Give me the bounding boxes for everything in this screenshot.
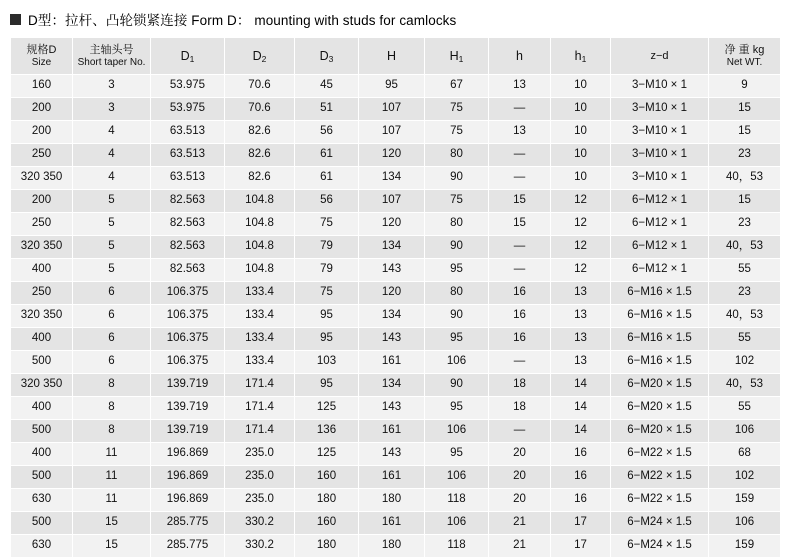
table-cell: 53.975 bbox=[151, 75, 225, 98]
table-cell: 90 bbox=[425, 236, 489, 259]
table-cell: 70.6 bbox=[225, 75, 295, 98]
table-cell: 106 bbox=[425, 466, 489, 489]
table-cell: 55 bbox=[709, 328, 781, 351]
table-cell: 6−M20 × 1.5 bbox=[611, 397, 709, 420]
table-cell: 82.563 bbox=[151, 259, 225, 282]
table-cell: 14 bbox=[551, 397, 611, 420]
table-cell: 330.2 bbox=[225, 512, 295, 535]
table-cell: 235.0 bbox=[225, 489, 295, 512]
table-cell: 10 bbox=[551, 121, 611, 144]
table-header-row bbox=[11, 38, 781, 75]
table-cell: 13 bbox=[551, 351, 611, 374]
table-row bbox=[11, 535, 781, 558]
table-cell: 95 bbox=[425, 328, 489, 351]
column-header-subscript: 1 bbox=[458, 53, 464, 64]
column-header-8 bbox=[551, 38, 611, 75]
table-cell: 200 bbox=[11, 98, 73, 121]
table-cell: 70.6 bbox=[225, 98, 295, 121]
table-cell: 55 bbox=[709, 397, 781, 420]
column-header-9 bbox=[611, 38, 709, 75]
table-cell: 500 bbox=[11, 466, 73, 489]
table-cell: 118 bbox=[425, 535, 489, 558]
table-header bbox=[11, 38, 781, 75]
table-cell: 133.4 bbox=[225, 305, 295, 328]
table-cell: 82.6 bbox=[225, 167, 295, 190]
table-cell: 6−M20 × 1.5 bbox=[611, 374, 709, 397]
table-row bbox=[11, 259, 781, 282]
table-row bbox=[11, 144, 781, 167]
table-cell: 120 bbox=[359, 144, 425, 167]
table-cell: 3−M10 × 1 bbox=[611, 98, 709, 121]
table-cell: 107 bbox=[359, 98, 425, 121]
table-cell: 180 bbox=[295, 489, 359, 512]
table-cell: 40，53 bbox=[709, 374, 781, 397]
table-cell: 160 bbox=[11, 75, 73, 98]
table-cell: — bbox=[489, 144, 551, 167]
table-cell: 18 bbox=[489, 397, 551, 420]
table-cell: 161 bbox=[359, 351, 425, 374]
page-title bbox=[0, 0, 790, 37]
table-cell: 4 bbox=[73, 144, 151, 167]
table-cell: 16 bbox=[489, 305, 551, 328]
table-cell: 6−M22 × 1.5 bbox=[611, 443, 709, 466]
table-cell: 6−M12 × 1 bbox=[611, 213, 709, 236]
specification-table bbox=[10, 37, 781, 558]
table-cell: 102 bbox=[709, 466, 781, 489]
table-cell: 106.375 bbox=[151, 282, 225, 305]
table-cell: 630 bbox=[11, 535, 73, 558]
table-cell: 67 bbox=[425, 75, 489, 98]
table-cell: 80 bbox=[425, 213, 489, 236]
table-cell: 180 bbox=[295, 535, 359, 558]
table-row bbox=[11, 512, 781, 535]
table-row bbox=[11, 397, 781, 420]
column-header-subscript: 2 bbox=[261, 53, 267, 64]
table-cell: 159 bbox=[709, 535, 781, 558]
table-cell: 95 bbox=[295, 374, 359, 397]
column-header-line1: z−d bbox=[650, 49, 669, 62]
table-cell: 20 bbox=[489, 466, 551, 489]
table-cell: 15 bbox=[489, 190, 551, 213]
table-cell: 18 bbox=[489, 374, 551, 397]
table-cell: 75 bbox=[295, 213, 359, 236]
table-cell: 250 bbox=[11, 144, 73, 167]
table-cell: 75 bbox=[425, 121, 489, 144]
column-header-line2: Size bbox=[31, 56, 52, 68]
table-cell: 79 bbox=[295, 236, 359, 259]
table-cell: 400 bbox=[11, 443, 73, 466]
table-cell: 90 bbox=[425, 374, 489, 397]
table-cell: 180 bbox=[359, 535, 425, 558]
column-header-subscript: 1 bbox=[581, 53, 587, 64]
table-cell: 63.513 bbox=[151, 144, 225, 167]
table-cell: 200 bbox=[11, 121, 73, 144]
table-cell: 23 bbox=[709, 282, 781, 305]
table-cell: 125 bbox=[295, 443, 359, 466]
table-cell: 106 bbox=[425, 420, 489, 443]
table-cell: 15 bbox=[73, 512, 151, 535]
column-header-symbol: $D_3$ bbox=[319, 48, 334, 64]
table-cell: 75 bbox=[425, 98, 489, 121]
table-cell: 63.513 bbox=[151, 167, 225, 190]
column-header-line2: Net WT. bbox=[726, 56, 763, 68]
table-cell: 196.869 bbox=[151, 466, 225, 489]
table-cell: 40，53 bbox=[709, 236, 781, 259]
table-cell: 10 bbox=[551, 75, 611, 98]
table-cell: 6 bbox=[73, 305, 151, 328]
table-cell: 14 bbox=[551, 374, 611, 397]
table-cell: 5 bbox=[73, 236, 151, 259]
table-cell: 3−M10 × 1 bbox=[611, 167, 709, 190]
table-cell: 82.563 bbox=[151, 213, 225, 236]
table-cell: 16 bbox=[551, 489, 611, 512]
table-row bbox=[11, 443, 781, 466]
table-cell: 400 bbox=[11, 259, 73, 282]
table-cell: 320 350 bbox=[11, 167, 73, 190]
table-cell: 13 bbox=[489, 121, 551, 144]
table-cell: 15 bbox=[489, 213, 551, 236]
table-cell: 102 bbox=[709, 351, 781, 374]
table-row bbox=[11, 190, 781, 213]
table-cell: 3−M10 × 1 bbox=[611, 144, 709, 167]
table-cell: 3−M10 × 1 bbox=[611, 75, 709, 98]
table-cell: 200 bbox=[11, 190, 73, 213]
square-bullet-icon bbox=[10, 14, 21, 25]
table-cell: 630 bbox=[11, 489, 73, 512]
table-cell: 75 bbox=[295, 282, 359, 305]
table-cell: — bbox=[489, 167, 551, 190]
table-cell: 106 bbox=[709, 512, 781, 535]
table-cell: 95 bbox=[425, 397, 489, 420]
table-cell: 285.775 bbox=[151, 535, 225, 558]
table-cell: 5 bbox=[73, 213, 151, 236]
table-cell: 8 bbox=[73, 420, 151, 443]
table-cell: 6−M16 × 1.5 bbox=[611, 305, 709, 328]
table-cell: 53.975 bbox=[151, 98, 225, 121]
table-row bbox=[11, 489, 781, 512]
table-cell: — bbox=[489, 98, 551, 121]
table-cell: 95 bbox=[425, 259, 489, 282]
table-cell: 161 bbox=[359, 420, 425, 443]
table-cell: 118 bbox=[425, 489, 489, 512]
table-row bbox=[11, 167, 781, 190]
table-cell: 6−M24 × 1.5 bbox=[611, 512, 709, 535]
table-cell: — bbox=[489, 236, 551, 259]
column-header-subscript: 1 bbox=[189, 53, 195, 64]
table-cell: 16 bbox=[489, 328, 551, 351]
table-cell: 45 bbox=[295, 75, 359, 98]
table-cell: 13 bbox=[551, 305, 611, 328]
column-header-symbol: H bbox=[386, 48, 397, 63]
table-row bbox=[11, 213, 781, 236]
table-cell: 120 bbox=[359, 282, 425, 305]
table-cell: 500 bbox=[11, 420, 73, 443]
page-title-text: D型：拉杆、凸轮锁紧连接 Form D： mounting with studs for camlocks bbox=[28, 13, 457, 28]
column-header-line1: 净 重 kg bbox=[724, 43, 765, 56]
table-cell: 14 bbox=[551, 420, 611, 443]
column-header-10 bbox=[709, 38, 781, 75]
table-cell: 12 bbox=[551, 213, 611, 236]
table-cell: 161 bbox=[359, 512, 425, 535]
table-cell: 196.869 bbox=[151, 489, 225, 512]
column-header-line1: 规格D bbox=[26, 43, 57, 56]
table-cell: 107 bbox=[359, 121, 425, 144]
table-cell: 95 bbox=[359, 75, 425, 98]
column-header-7 bbox=[489, 38, 551, 75]
table-cell: 5 bbox=[73, 259, 151, 282]
table-cell: 139.719 bbox=[151, 374, 225, 397]
table-cell: 82.6 bbox=[225, 144, 295, 167]
table-cell: 56 bbox=[295, 190, 359, 213]
table-row bbox=[11, 282, 781, 305]
table-cell: 75 bbox=[425, 190, 489, 213]
table-cell: 80 bbox=[425, 144, 489, 167]
table-cell: 143 bbox=[359, 259, 425, 282]
table-cell: 11 bbox=[73, 466, 151, 489]
table-cell: 125 bbox=[295, 397, 359, 420]
column-header-0 bbox=[11, 38, 73, 75]
table-cell: 10 bbox=[551, 144, 611, 167]
column-header-symbol: $D_2$ bbox=[252, 48, 267, 64]
table-row bbox=[11, 328, 781, 351]
table-cell: 133.4 bbox=[225, 328, 295, 351]
table-cell: 134 bbox=[359, 236, 425, 259]
table-cell: 9 bbox=[709, 75, 781, 98]
table-cell: 3 bbox=[73, 98, 151, 121]
table-cell: 143 bbox=[359, 443, 425, 466]
table-cell: 90 bbox=[425, 305, 489, 328]
table-cell: 107 bbox=[359, 190, 425, 213]
table-cell: 13 bbox=[551, 328, 611, 351]
column-header-line2: Short taper No. bbox=[77, 56, 146, 68]
column-header-symbol: $H_1$ bbox=[449, 48, 464, 64]
table-cell: 61 bbox=[295, 144, 359, 167]
table-cell: 8 bbox=[73, 374, 151, 397]
table-cell: 15 bbox=[709, 121, 781, 144]
table-cell: 139.719 bbox=[151, 420, 225, 443]
table-cell: 171.4 bbox=[225, 374, 295, 397]
table-cell: 12 bbox=[551, 236, 611, 259]
table-cell: 16 bbox=[489, 282, 551, 305]
table-cell: 23 bbox=[709, 144, 781, 167]
table-cell: 16 bbox=[551, 443, 611, 466]
table-cell: 106.375 bbox=[151, 328, 225, 351]
table-cell: 136 bbox=[295, 420, 359, 443]
table-row bbox=[11, 374, 781, 397]
table-cell: 95 bbox=[425, 443, 489, 466]
table-cell: 40，53 bbox=[709, 167, 781, 190]
table-cell: 106 bbox=[425, 351, 489, 374]
table-cell: 15 bbox=[709, 190, 781, 213]
column-header-6 bbox=[425, 38, 489, 75]
table-cell: 180 bbox=[359, 489, 425, 512]
table-cell: 21 bbox=[489, 535, 551, 558]
table-cell: 159 bbox=[709, 489, 781, 512]
table-cell: 4 bbox=[73, 167, 151, 190]
table-cell: 134 bbox=[359, 167, 425, 190]
table-cell: 6−M24 × 1.5 bbox=[611, 535, 709, 558]
table-row bbox=[11, 351, 781, 374]
table-cell: 400 bbox=[11, 328, 73, 351]
table-cell: 17 bbox=[551, 535, 611, 558]
column-header-symbol: $D_1$ bbox=[180, 48, 195, 64]
table-row bbox=[11, 236, 781, 259]
column-header-4 bbox=[295, 38, 359, 75]
table-body bbox=[11, 75, 781, 558]
table-cell: 11 bbox=[73, 489, 151, 512]
table-cell: 90 bbox=[425, 167, 489, 190]
column-header-5 bbox=[359, 38, 425, 75]
column-header-3 bbox=[225, 38, 295, 75]
table-cell: 82.563 bbox=[151, 236, 225, 259]
table-cell: 15 bbox=[709, 98, 781, 121]
table-cell: 6−M20 × 1.5 bbox=[611, 420, 709, 443]
table-cell: 82.6 bbox=[225, 121, 295, 144]
table-cell: 6−M16 × 1.5 bbox=[611, 282, 709, 305]
table-cell: 6 bbox=[73, 282, 151, 305]
table-cell: 3 bbox=[73, 75, 151, 98]
table-cell: 10 bbox=[551, 98, 611, 121]
table-cell: — bbox=[489, 351, 551, 374]
table-cell: 79 bbox=[295, 259, 359, 282]
table-cell: 285.775 bbox=[151, 512, 225, 535]
table-cell: 6−M12 × 1 bbox=[611, 236, 709, 259]
table-cell: — bbox=[489, 420, 551, 443]
table-cell: 134 bbox=[359, 374, 425, 397]
table-cell: 133.4 bbox=[225, 282, 295, 305]
table-cell: 6−M12 × 1 bbox=[611, 259, 709, 282]
column-header-symbol: h bbox=[516, 48, 523, 63]
table-cell: 6−M12 × 1 bbox=[611, 190, 709, 213]
table-cell: 104.8 bbox=[225, 259, 295, 282]
table-row bbox=[11, 420, 781, 443]
table-cell: 143 bbox=[359, 397, 425, 420]
table-cell: 330.2 bbox=[225, 535, 295, 558]
table-cell: 68 bbox=[709, 443, 781, 466]
table-cell: 12 bbox=[551, 259, 611, 282]
table-cell: 4 bbox=[73, 121, 151, 144]
table-row bbox=[11, 75, 781, 98]
table-cell: 103 bbox=[295, 351, 359, 374]
table-cell: 143 bbox=[359, 328, 425, 351]
table-cell: 11 bbox=[73, 443, 151, 466]
table-cell: 106 bbox=[709, 420, 781, 443]
table-cell: 12 bbox=[551, 190, 611, 213]
table-cell: 20 bbox=[489, 489, 551, 512]
table-cell: 56 bbox=[295, 121, 359, 144]
table-cell: 5 bbox=[73, 190, 151, 213]
table-cell: 106.375 bbox=[151, 351, 225, 374]
table-cell: 51 bbox=[295, 98, 359, 121]
table-cell: 171.4 bbox=[225, 420, 295, 443]
table-cell: 61 bbox=[295, 167, 359, 190]
table-cell: 6 bbox=[73, 328, 151, 351]
table-cell: 82.563 bbox=[151, 190, 225, 213]
table-cell: 13 bbox=[551, 282, 611, 305]
table-cell: 134 bbox=[359, 305, 425, 328]
column-header-line1: 主轴头号 bbox=[89, 43, 134, 56]
table-cell: 250 bbox=[11, 213, 73, 236]
table-cell: 13 bbox=[489, 75, 551, 98]
table-cell: 320 350 bbox=[11, 374, 73, 397]
table-cell: 15 bbox=[73, 535, 151, 558]
table-cell: 17 bbox=[551, 512, 611, 535]
table-cell: 500 bbox=[11, 512, 73, 535]
table-cell: 320 350 bbox=[11, 236, 73, 259]
table-row bbox=[11, 466, 781, 489]
table-cell: 95 bbox=[295, 305, 359, 328]
table-cell: 20 bbox=[489, 443, 551, 466]
table-cell: 500 bbox=[11, 351, 73, 374]
table-cell: 161 bbox=[359, 466, 425, 489]
table-cell: 139.719 bbox=[151, 397, 225, 420]
table-row bbox=[11, 121, 781, 144]
table-cell: 106 bbox=[425, 512, 489, 535]
table-cell: 235.0 bbox=[225, 443, 295, 466]
table-cell: 171.4 bbox=[225, 397, 295, 420]
table-cell: 104.8 bbox=[225, 236, 295, 259]
table-row bbox=[11, 305, 781, 328]
column-header-subscript: 3 bbox=[328, 53, 334, 64]
table-cell: 10 bbox=[551, 167, 611, 190]
table-cell: 104.8 bbox=[225, 190, 295, 213]
table-cell: 6−M16 × 1.5 bbox=[611, 351, 709, 374]
table-cell: 160 bbox=[295, 466, 359, 489]
table-cell: 400 bbox=[11, 397, 73, 420]
column-header-symbol: $h_1$ bbox=[574, 48, 587, 64]
table-cell: 106.375 bbox=[151, 305, 225, 328]
table-cell: 320 350 bbox=[11, 305, 73, 328]
table-cell: 40，53 bbox=[709, 305, 781, 328]
column-header-1 bbox=[73, 38, 151, 75]
table-cell: 80 bbox=[425, 282, 489, 305]
table-cell: 6−M16 × 1.5 bbox=[611, 328, 709, 351]
table-cell: 8 bbox=[73, 397, 151, 420]
table-cell: 6−M22 × 1.5 bbox=[611, 489, 709, 512]
table-row bbox=[11, 98, 781, 121]
table-cell: — bbox=[489, 259, 551, 282]
table-cell: 196.869 bbox=[151, 443, 225, 466]
column-header-2 bbox=[151, 38, 225, 75]
table-cell: 6 bbox=[73, 351, 151, 374]
table-cell: 16 bbox=[551, 466, 611, 489]
table-cell: 120 bbox=[359, 213, 425, 236]
table-cell: 3−M10 × 1 bbox=[611, 121, 709, 144]
table-cell: 95 bbox=[295, 328, 359, 351]
table-cell: 23 bbox=[709, 213, 781, 236]
table-cell: 63.513 bbox=[151, 121, 225, 144]
table-cell: 6−M22 × 1.5 bbox=[611, 466, 709, 489]
table-cell: 133.4 bbox=[225, 351, 295, 374]
table-cell: 55 bbox=[709, 259, 781, 282]
table-cell: 250 bbox=[11, 282, 73, 305]
table-cell: 21 bbox=[489, 512, 551, 535]
table-cell: 235.0 bbox=[225, 466, 295, 489]
table-cell: 160 bbox=[295, 512, 359, 535]
table-cell: 104.8 bbox=[225, 213, 295, 236]
